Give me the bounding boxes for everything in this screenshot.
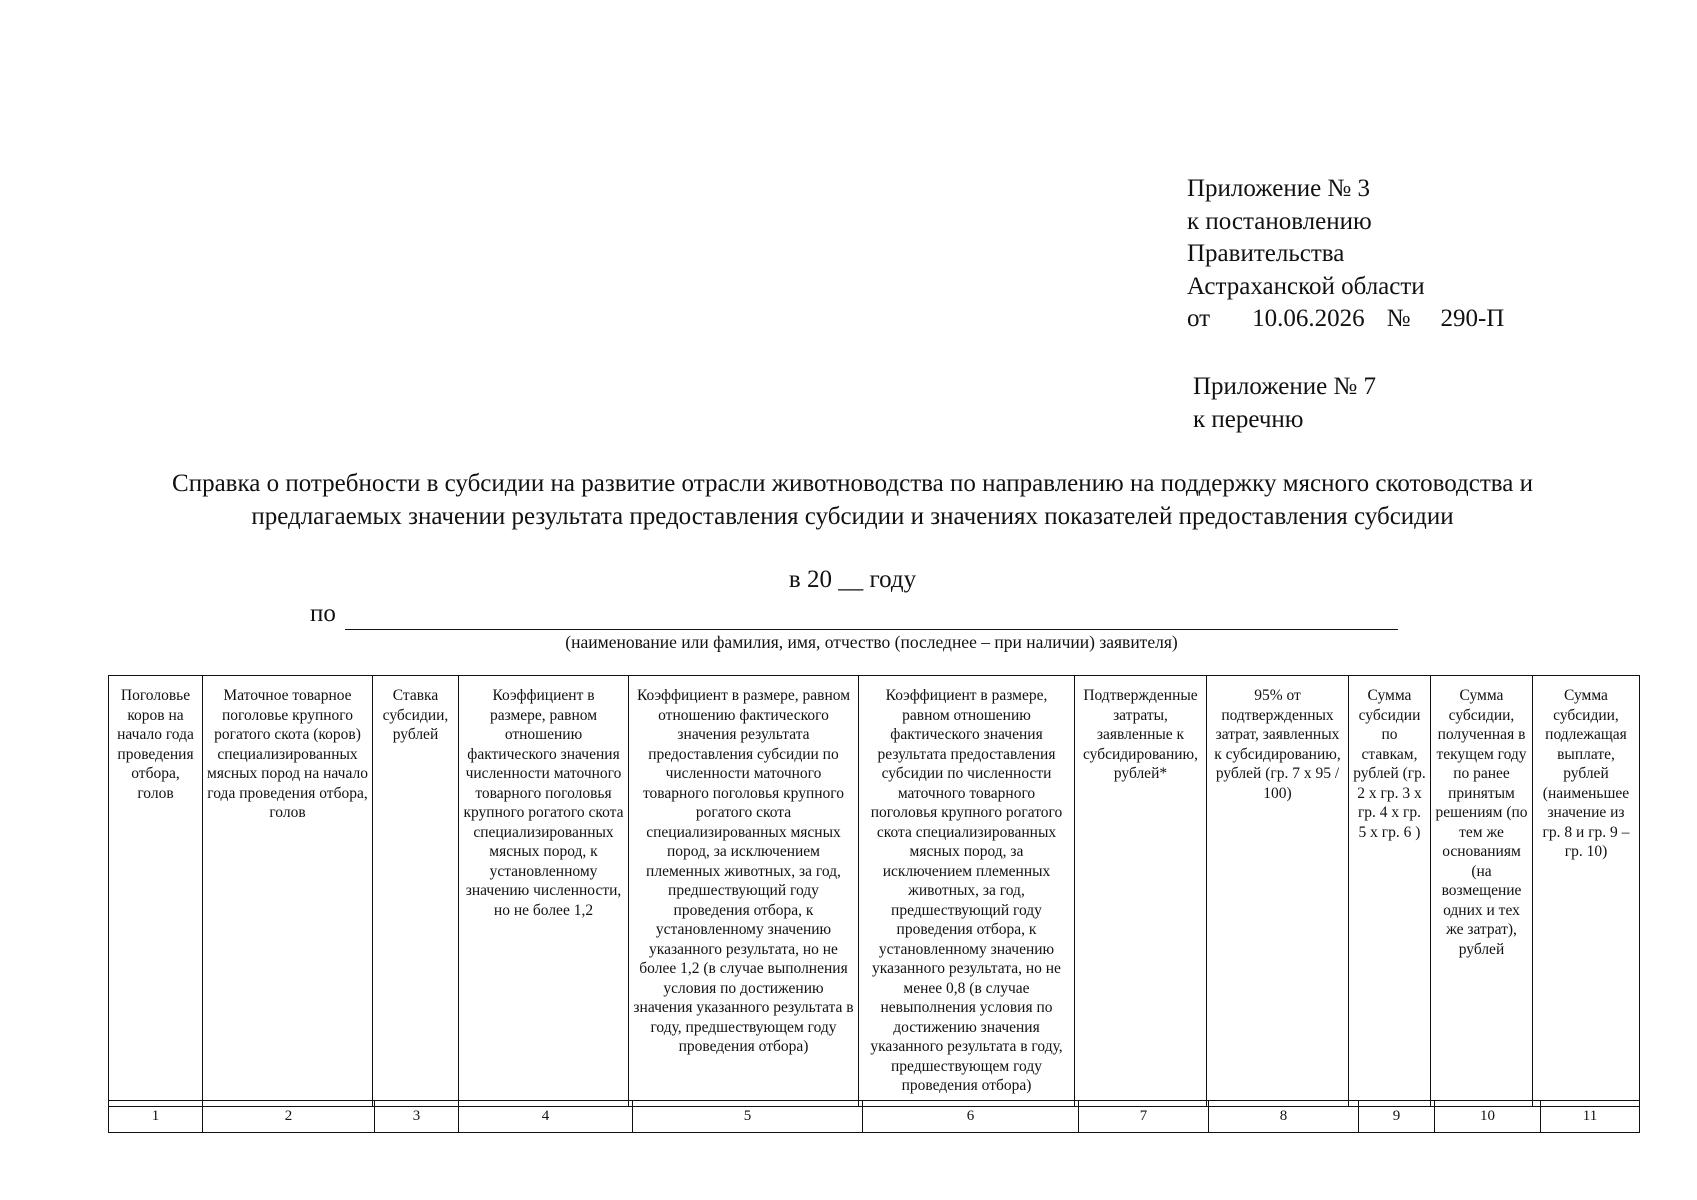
applicant-name-line[interactable] (345, 629, 1398, 630)
column-number-9: 9 (1359, 1101, 1435, 1133)
list-appendix-line-2: к перечню (1193, 405, 1304, 433)
column-number-11: 11 (1541, 1101, 1640, 1133)
column-header-2: Маточное товарное поголовье крупного рогатого скота (коров) специализированных мясных пород на начало года проведения отбора, голов (203, 676, 373, 1107)
subsidy-table-header (108, 675, 1640, 1107)
resolution-appendix-line-2: к постановлению (1187, 207, 1372, 235)
column-number-8: 8 (1209, 1101, 1359, 1133)
column-header-1: Поголовье коров на начало года проведения отбора, голов (109, 676, 203, 1107)
resolution-number: 290-П (1440, 305, 1505, 332)
column-header-7: Подтвержденные затраты, заявленные к субсидированию, рублей* (1075, 676, 1207, 1107)
column-number-10: 10 (1435, 1101, 1541, 1133)
applicant-caption: (наименование или фамилия, имя, отчество (последнее – при наличии) заявителя) (565, 632, 1178, 652)
column-number-5: 5 (633, 1101, 863, 1133)
resolution-date: 10.06.2026 (1252, 305, 1365, 332)
applicant-label: по (310, 600, 336, 627)
resolution-appendix-line-4: Астраханской области (1187, 272, 1425, 300)
column-number-3: 3 (375, 1101, 459, 1133)
column-number-7: 7 (1079, 1101, 1209, 1133)
column-header-6: Коэффициент в размере, равном отношению фактического значения результата предоставления субсидии по численности маточного товарного поголовья крупного рогатого скота специализированных мясных пород, за исключением племенных животных, за год, предшествующий году проведения отбора, к установленному значению указанного результата, но не менее 0,8 (в случае невыполнения условия по достижению значения указанного результата в году, предшествующем году проведения отбора) (859, 676, 1075, 1107)
column-header-9: Сумма субсидии по ставкам, рублей (гр. 2 х гр. 3 х гр. 4 х гр. 5 х гр. 6 ) (1349, 676, 1431, 1107)
column-number-6: 6 (863, 1101, 1079, 1133)
document-title-year: в 20 __ году (788, 566, 917, 593)
list-appendix-line-1: Приложение № 7 (1193, 373, 1377, 400)
resolution-date-number-line (1187, 303, 1504, 336)
column-header-8: 95% от подтвержденных затрат, заявленных к субсидированию, рублей (гр. 7 х 95 / 100) (1207, 676, 1349, 1107)
number-sign: № (1386, 305, 1411, 332)
resolution-appendix-line-3: Правительства (1187, 240, 1345, 267)
column-number-1: 1 (109, 1101, 203, 1133)
from-label: от (1187, 305, 1211, 332)
column-number-4: 4 (459, 1101, 633, 1133)
column-header-3: Ставка субсидии, рублей (373, 676, 459, 1107)
column-header-4: Коэффициент в размере, равном отношению фактического значения численности маточного товарного поголовья крупного рогатого скота специализированных мясных пород, к установленному значению численности, но не более 1,2 (459, 676, 629, 1107)
column-number-row (108, 1100, 1640, 1133)
resolution-appendix-block (1187, 173, 1504, 336)
column-header-10: Сумма субсидии, полученная в текущем году по ранее принятым решениям (по тем же основаниям (на возмещение одних и тех же затрат), рублей (1431, 676, 1533, 1107)
column-number-2: 2 (203, 1101, 375, 1133)
document-title: Справка о потребности в субсидии на развитие отрасли животноводства по направлению на поддержку мясного скотоводства и предлагаемых значении результата предоставления субсидии и значениях показателей предоставления субсидии (172, 470, 1533, 530)
column-header-5: Коэффициент в размере, равном отношению фактического значения результата предоставления субсидии по численности маточного товарного поголовья крупного рогатого скота специализированных мясных пород, за исключением племенных животных, за год, предшествующий году проведения отбора, к установленному значению указанного результата, но не более 1,2 (в случае выполнения условия по достижению значения указанного результата в году, предшествующем году проведения отбора) (629, 676, 859, 1107)
list-appendix-block (1193, 371, 1376, 436)
resolution-appendix-line-1: Приложение № 3 (1187, 175, 1371, 202)
column-header-11: Сумма субсидии, подлежащая выплате, рублей (наименьшее значение из гр. 8 и гр. 9 – гр. 10) (1533, 676, 1640, 1107)
